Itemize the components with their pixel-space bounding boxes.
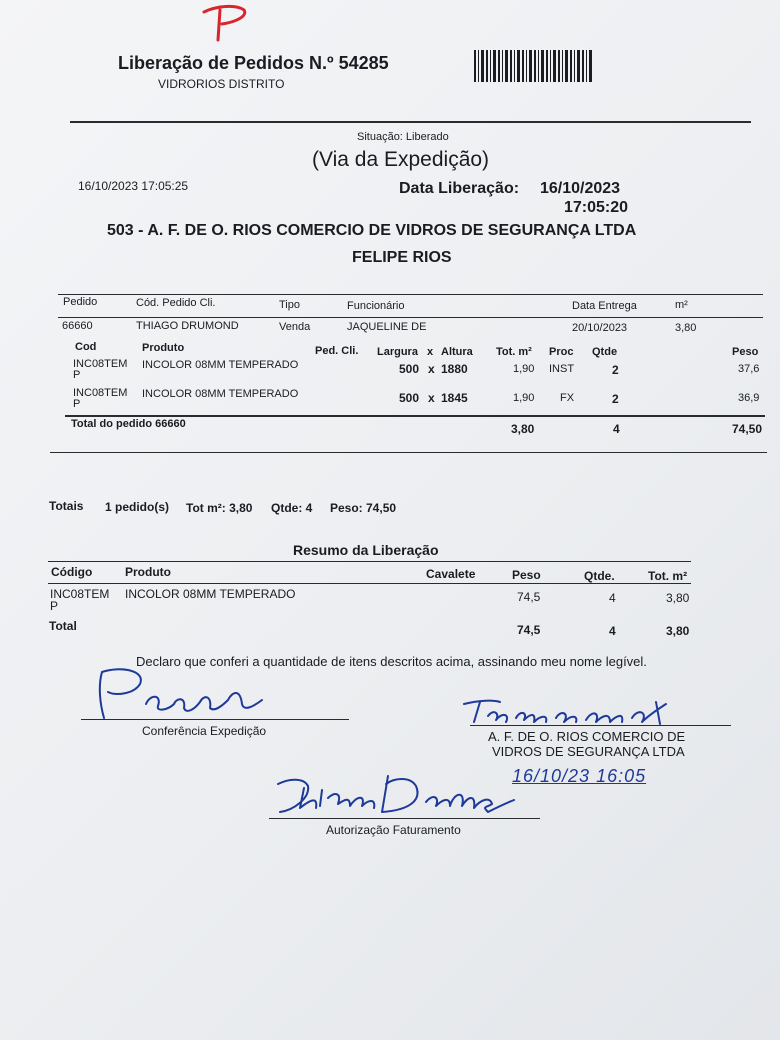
handwritten-date: 16/10/23 16:05	[512, 766, 647, 786]
data-entrega-value: 20/10/2023	[572, 322, 628, 334]
order-total-qtde: 4	[613, 422, 620, 436]
pedido-value: 66660	[62, 320, 93, 332]
autorizacao-label: Autorização Faturamento	[326, 823, 461, 837]
item-altura: 1880	[441, 362, 468, 376]
item-peso: 36,9	[738, 392, 760, 404]
item-x: x	[428, 391, 435, 405]
item-cod-suffix: P	[73, 398, 81, 410]
tipo-value: Venda	[279, 321, 311, 333]
client-contact: FELIPE RIOS	[352, 249, 452, 266]
summary-codigo: INC08TEM	[50, 587, 110, 601]
totals-weight: Peso: 74,50	[330, 501, 397, 515]
item-largura: 500	[399, 391, 420, 405]
red-p-mark	[196, 2, 252, 44]
summary-col-produto: Produto	[125, 565, 171, 579]
divider	[50, 452, 767, 453]
summary-total-m2: 3,80	[666, 624, 690, 638]
summary-header-rule	[48, 583, 691, 584]
totals-qtde: Qtde: 4	[271, 501, 313, 515]
item-col-proc: Proc	[549, 346, 574, 358]
autorizacao-signature	[270, 770, 540, 822]
summary-title: Resumo da Liberação	[293, 542, 439, 558]
print-timestamp: 16/10/2023 17:05:25	[78, 179, 189, 193]
item-qtde: 2	[612, 363, 619, 377]
cod-cli-value: THIAGO DRUMOND	[136, 320, 239, 332]
item-largura: 500	[399, 362, 420, 376]
item-produto: INCOLOR 08MM TEMPERADO	[142, 388, 299, 400]
summary-col-tot-m2: Tot. m²	[648, 569, 688, 583]
item-col-altura: Altura	[441, 346, 473, 358]
company-name: VIDRORIOS DISTRITO	[158, 77, 285, 91]
summary-col-qtde: Qtde.	[584, 569, 615, 583]
summary-tot-m2: 3,80	[666, 591, 690, 605]
totals-orders: 1 pedido(s)	[105, 500, 170, 514]
item-col-tot-m2: Tot. m²	[496, 346, 532, 358]
company-sign-line	[470, 725, 731, 726]
col-cod-cli: Cód. Pedido Cli.	[136, 297, 216, 309]
item-proc: FX	[560, 392, 575, 404]
header-rule	[58, 317, 763, 318]
summary-col-peso: Peso	[512, 568, 541, 582]
order-total-m2: 3,80	[511, 422, 535, 436]
summary-col-cavalete: Cavalete	[426, 567, 476, 581]
summary-produto: INCOLOR 08MM TEMPERADO	[125, 587, 296, 601]
item-col-produto: Produto	[142, 342, 185, 354]
summary-codigo-suffix: P	[50, 599, 59, 613]
liberation-time: 17:05:20	[564, 199, 629, 216]
item-tot-m2: 1,90	[513, 392, 535, 404]
item-col-ped-cli: Ped. Cli.	[315, 345, 359, 357]
item-cod: INC08TEM	[73, 358, 128, 370]
item-produto: INCOLOR 08MM TEMPERADO	[142, 359, 299, 371]
item-col-peso: Peso	[732, 346, 759, 358]
totals-label: Totais	[49, 499, 84, 513]
funcionario-value: JAQUELINE DE	[347, 321, 427, 333]
summary-total-qtde: 4	[609, 624, 616, 638]
summary-peso: 74,5	[517, 590, 541, 604]
summary-top-rule	[48, 561, 691, 562]
col-pedido: Pedido	[63, 296, 98, 308]
col-data-entrega: Data Entrega	[572, 300, 637, 312]
item-cod: INC08TEM	[73, 387, 128, 399]
company-line-2: VIDROS DE SEGURANÇA LTDA	[492, 744, 685, 759]
client-name: 503 - A. F. DE O. RIOS COMERCIO DE VIDROS DE SEGURANÇA LTDA	[107, 222, 637, 239]
company-line-1: A. F. DE O. RIOS COMERCIO DE	[488, 729, 686, 744]
summary-col-codigo: Código	[51, 565, 93, 579]
item-peso: 37,6	[738, 363, 760, 375]
via-label: (Via da Expedição)	[312, 148, 490, 171]
col-m2: m²	[675, 299, 688, 311]
item-col-cod: Cod	[75, 341, 97, 353]
item-proc: INST	[549, 363, 575, 375]
col-funcionario: Funcionário	[347, 300, 405, 312]
summary-qtde: 4	[609, 591, 616, 605]
totals-m2: Tot m²: 3,80	[186, 501, 253, 515]
declaration-text: Declaro que conferi a quantidade de itens descritos acima, assinando meu nome legível.	[136, 654, 647, 669]
item-col-qtde: Qtde	[592, 346, 618, 358]
liberation-label: Data Liberação:	[399, 180, 520, 197]
col-tipo: Tipo	[279, 299, 300, 311]
autorizacao-line	[269, 818, 540, 819]
order-total-peso: 74,50	[732, 422, 763, 436]
table-top-rule	[58, 294, 763, 295]
item-x: x	[428, 362, 435, 376]
item-qtde: 2	[612, 392, 619, 406]
item-tot-m2: 1,90	[513, 363, 535, 375]
divider	[70, 121, 751, 123]
company-signature	[460, 694, 690, 728]
conferencia-signature	[90, 664, 290, 724]
conferencia-label: Conferência Expedição	[142, 724, 267, 738]
barcode	[474, 50, 594, 82]
item-col-largura: Largura	[377, 346, 418, 358]
liberation-date: 16/10/2023	[540, 180, 621, 197]
m2-value: 3,80	[675, 322, 697, 334]
item-altura: 1845	[441, 391, 468, 405]
summary-total-peso: 74,5	[517, 623, 541, 637]
order-total-label: Total do pedido 66660	[71, 418, 186, 430]
item-col-x: x	[427, 346, 434, 358]
total-rule	[65, 415, 765, 417]
conferencia-line	[81, 719, 349, 720]
summary-total-label: Total	[49, 619, 77, 633]
situation-status: Situação: Liberado	[357, 131, 449, 143]
document-title: Liberação de Pedidos N.º 54285	[118, 53, 389, 73]
item-cod-suffix: P	[73, 369, 81, 381]
